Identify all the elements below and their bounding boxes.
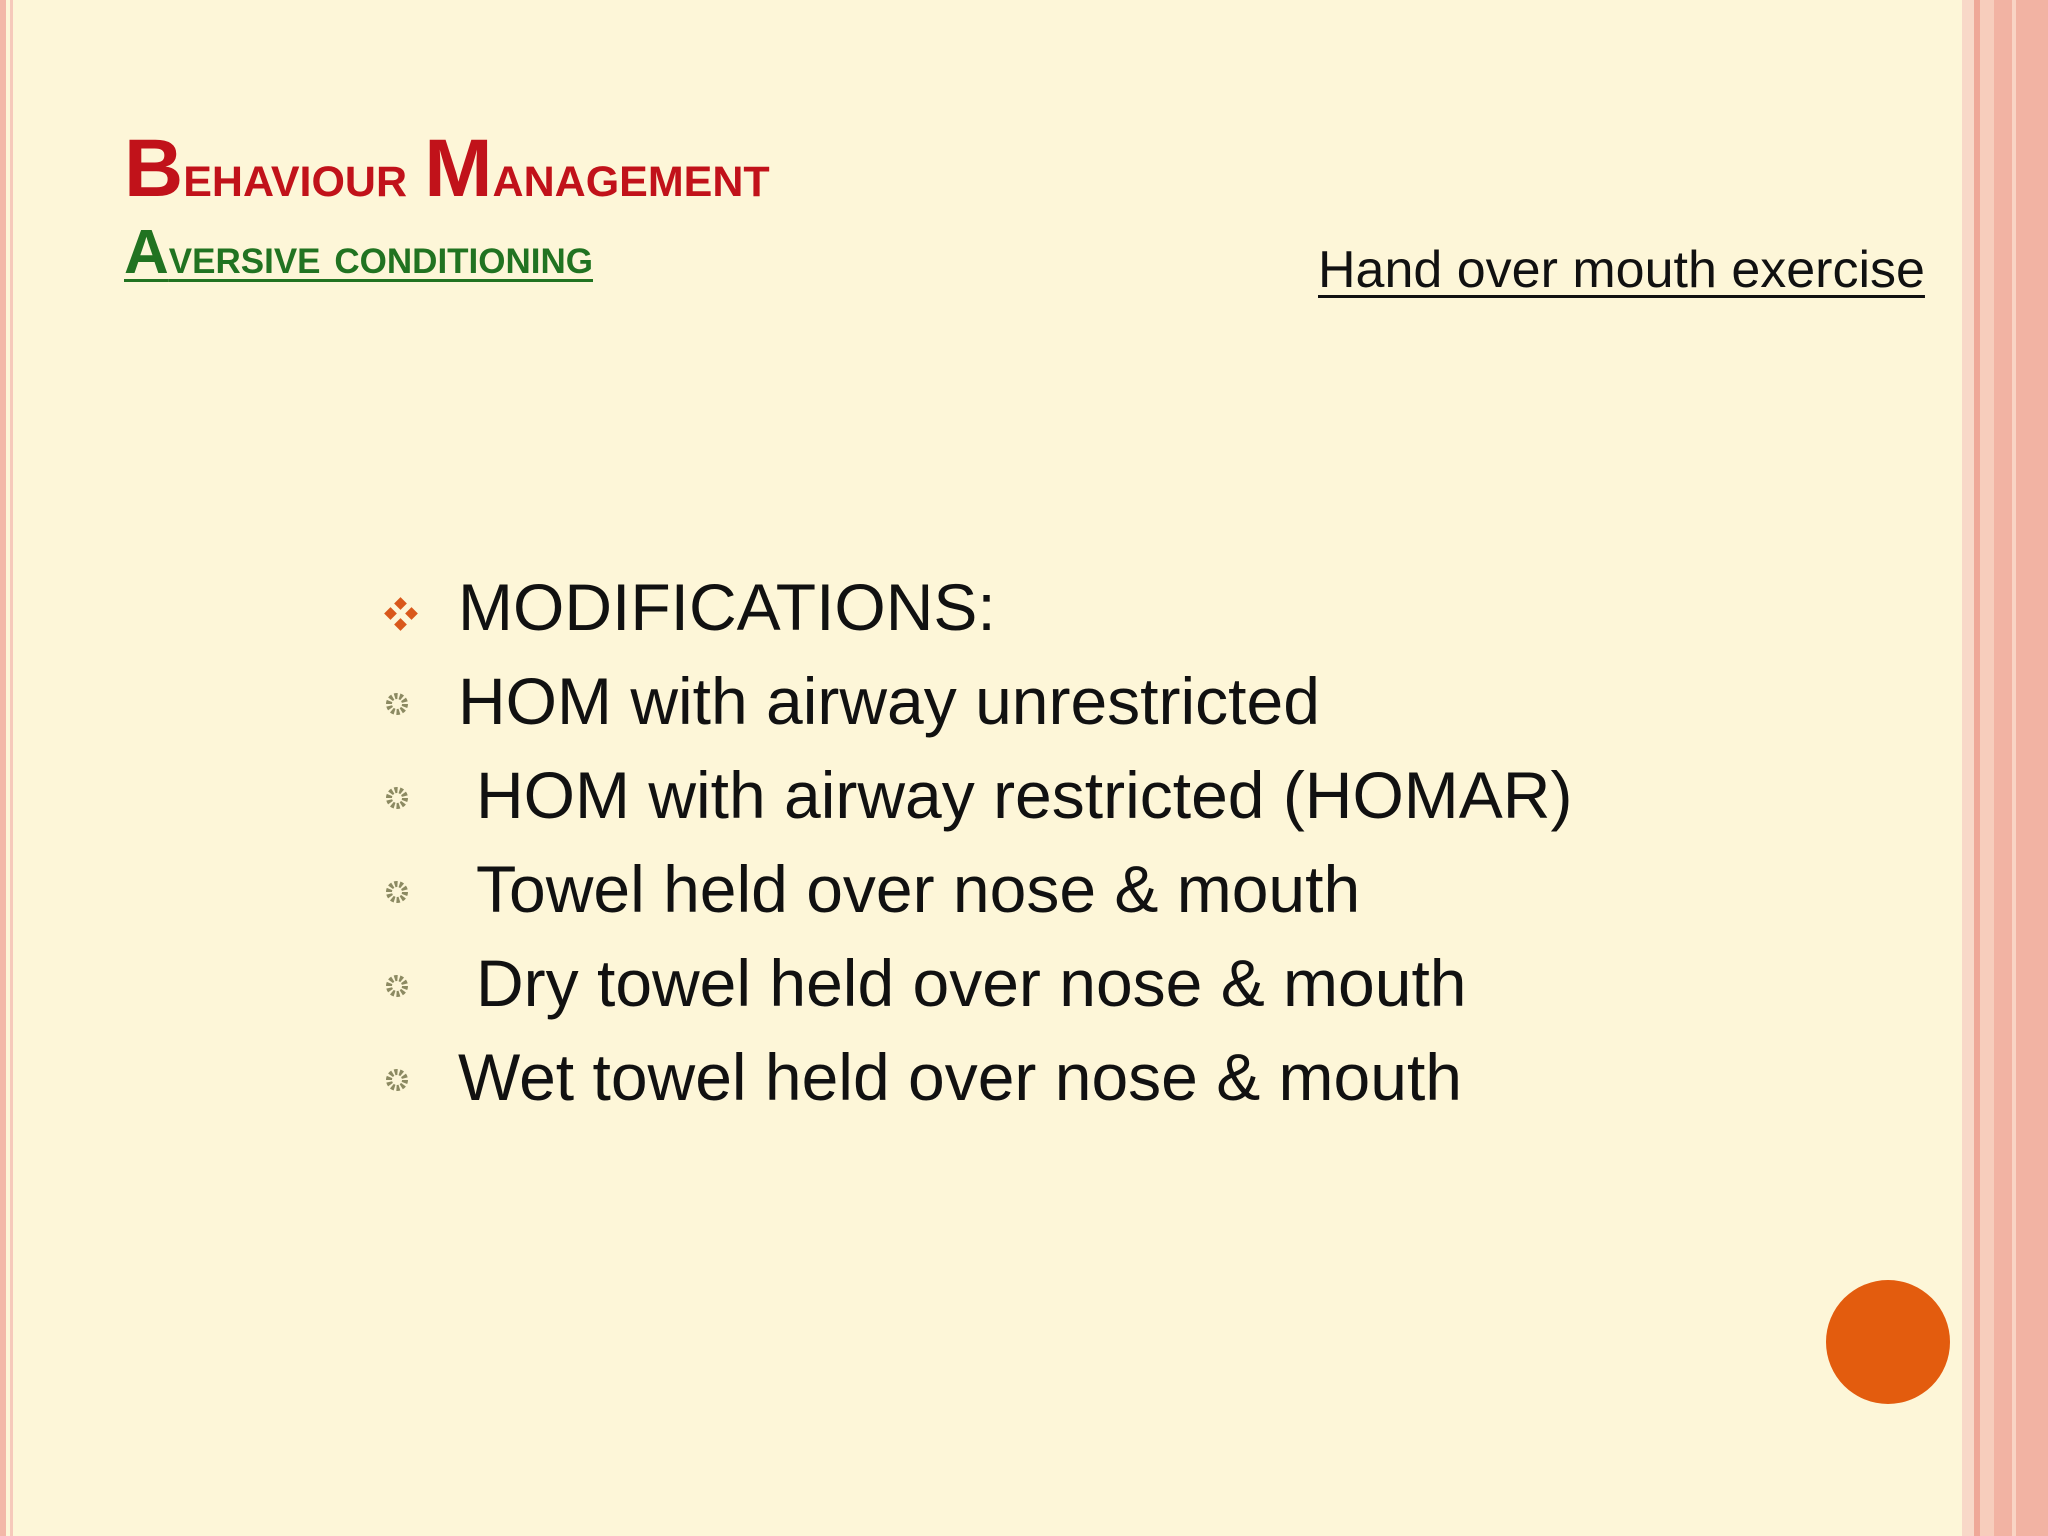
title-initial-m: M [424,123,493,214]
slide-subtitle [124,218,593,287]
right-border-thin-line [2012,0,2016,1536]
list-item-text: HOM with airway unrestricted [458,664,1320,738]
ring-bullet-icon [374,748,418,842]
list-item [374,560,1572,654]
subtitle-initial-a: A [124,218,169,287]
ring-bullet-icon [374,842,418,936]
list-item [374,748,1572,842]
left-border-stripe [0,0,6,1536]
title-word-1-rest: ehaviour [183,141,425,210]
right-border-band-dark [1994,0,2048,1536]
list-item-text: MODIFICATIONS: [458,570,996,644]
ring-bullet-icon [374,1030,418,1124]
left-border-stripe-inner [10,0,13,1536]
ring-bullet-icon [374,654,418,748]
title-word-2-rest: anagement [492,141,770,210]
next-slide-circle-button[interactable] [1826,1280,1950,1404]
ring-bullet-icon [374,936,418,1030]
list-item [374,842,1572,936]
title-initial-b: B [124,123,184,214]
slide-title [124,123,770,214]
list-item [374,936,1572,1030]
right-border-band-mid [1980,0,1994,1536]
list-item-text: Wet towel held over nose & mouth [458,1040,1462,1114]
diamond-cluster-icon [374,560,418,654]
list-item [374,654,1572,748]
list-item-text: Dry towel held over nose & mouth [476,946,1467,1020]
subtitle-rest: versive conditioning [168,228,593,284]
modifications-list [374,560,1572,1124]
right-border-band-light [1962,0,1974,1536]
list-item [374,1030,1572,1124]
list-item-text: Towel held over nose & mouth [476,852,1361,926]
hand-over-mouth-link[interactable]: Hand over mouth exercise [1318,241,1925,299]
list-item-text: HOM with airway restricted (HOMAR) [476,758,1573,832]
